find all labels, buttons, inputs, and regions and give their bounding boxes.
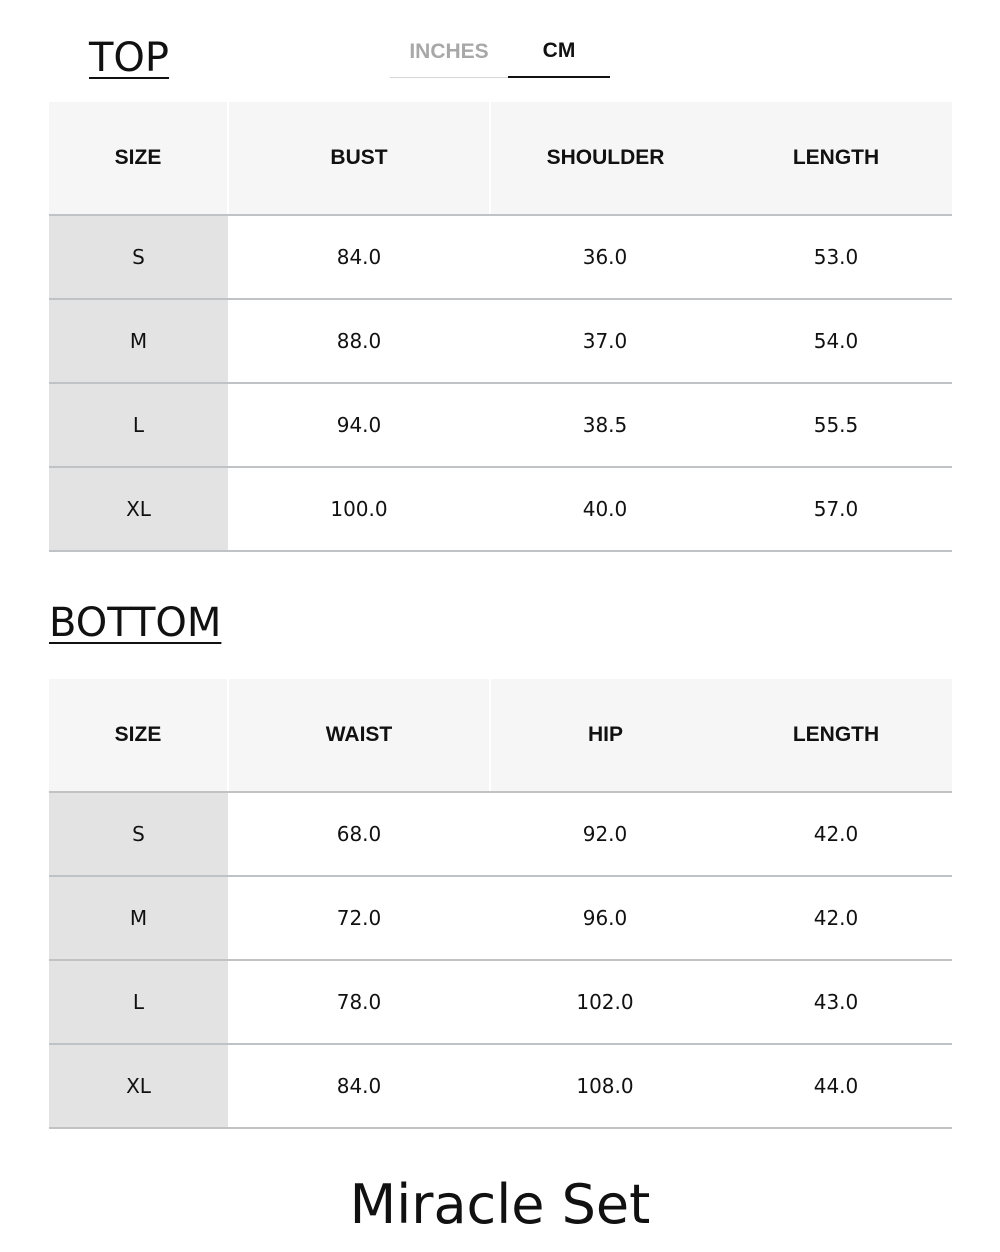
bust-cell: 100.0 <box>228 467 490 551</box>
table-row <box>49 960 952 1044</box>
top-section-title: TOP <box>89 35 170 81</box>
length-cell: 54.0 <box>720 299 952 383</box>
length-cell: 43.0 <box>720 960 952 1044</box>
table-row <box>49 383 952 467</box>
length-cell: 57.0 <box>720 467 952 551</box>
waist-cell: 72.0 <box>228 876 490 960</box>
table-row <box>49 1044 952 1128</box>
bust-cell: 94.0 <box>228 383 490 467</box>
unit-toggle <box>390 30 610 78</box>
table-row <box>49 299 952 383</box>
tab-cm[interactable]: CM <box>508 30 610 78</box>
shoulder-cell: 40.0 <box>490 467 720 551</box>
length-cell: 53.0 <box>720 215 952 299</box>
table-row <box>49 467 952 551</box>
size-cell: XL <box>49 1044 228 1128</box>
size-cell: S <box>49 215 228 299</box>
size-cell: M <box>49 876 228 960</box>
table-row <box>49 792 952 876</box>
hip-cell: 108.0 <box>490 1044 720 1128</box>
column-header-size: SIZE <box>49 679 228 792</box>
column-header-size: SIZE <box>49 102 228 215</box>
length-cell: 42.0 <box>720 792 952 876</box>
column-header-bust: BUST <box>228 102 490 215</box>
bust-cell: 84.0 <box>228 215 490 299</box>
bust-cell: 88.0 <box>228 299 490 383</box>
length-cell: 42.0 <box>720 876 952 960</box>
product-name: Miracle Set <box>349 1173 651 1236</box>
top-size-table <box>49 102 952 552</box>
table-header-row <box>49 102 952 215</box>
size-cell: M <box>49 299 228 383</box>
shoulder-cell: 37.0 <box>490 299 720 383</box>
column-header-hip: HIP <box>490 679 720 792</box>
tab-inches[interactable]: INCHES <box>390 30 508 78</box>
column-header-waist: WAIST <box>228 679 490 792</box>
table-row <box>49 215 952 299</box>
waist-cell: 68.0 <box>228 792 490 876</box>
size-cell: XL <box>49 467 228 551</box>
length-cell: 55.5 <box>720 383 952 467</box>
length-cell: 44.0 <box>720 1044 952 1128</box>
table-header-row <box>49 679 952 792</box>
bottom-size-table <box>49 679 952 1129</box>
size-cell: S <box>49 792 228 876</box>
column-header-shoulder: SHOULDER <box>490 102 720 215</box>
shoulder-cell: 36.0 <box>490 215 720 299</box>
column-header-length: LENGTH <box>720 679 952 792</box>
waist-cell: 78.0 <box>228 960 490 1044</box>
table-row <box>49 876 952 960</box>
size-cell: L <box>49 383 228 467</box>
column-header-length: LENGTH <box>720 102 952 215</box>
bottom-section-title: BOTTOM <box>49 600 222 646</box>
waist-cell: 84.0 <box>228 1044 490 1128</box>
hip-cell: 102.0 <box>490 960 720 1044</box>
hip-cell: 96.0 <box>490 876 720 960</box>
shoulder-cell: 38.5 <box>490 383 720 467</box>
hip-cell: 92.0 <box>490 792 720 876</box>
size-cell: L <box>49 960 228 1044</box>
